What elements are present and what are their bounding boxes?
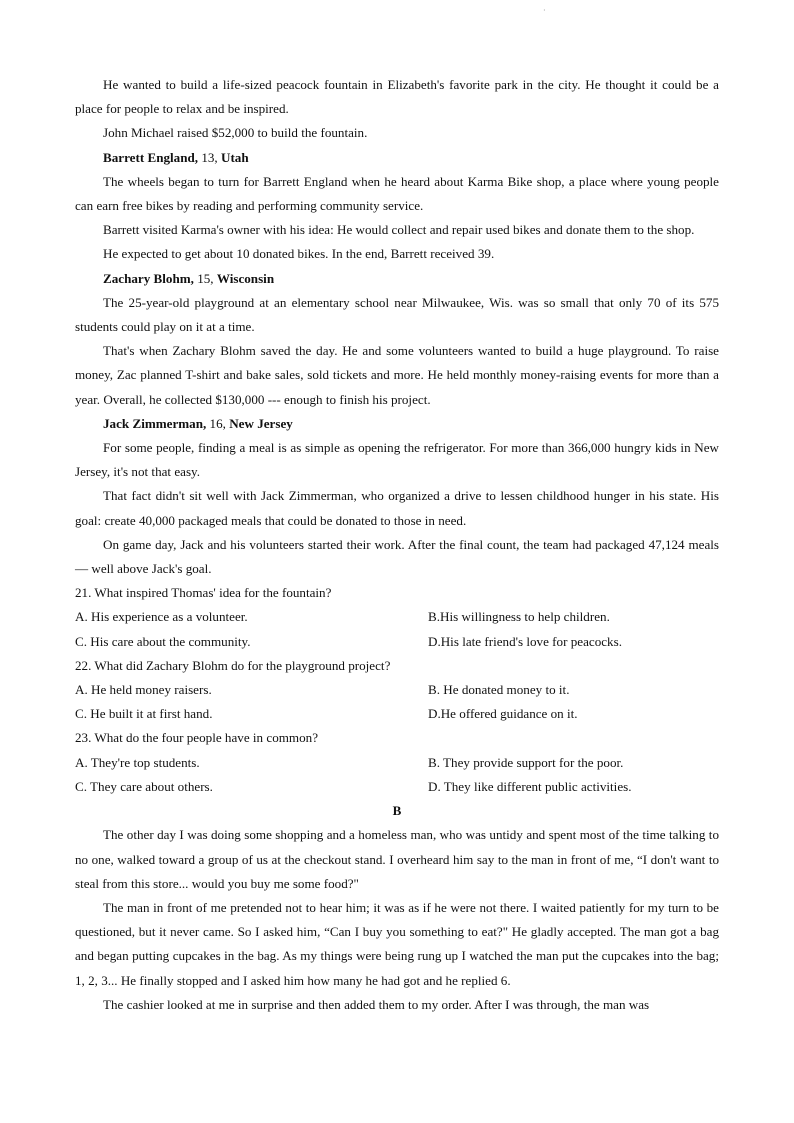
section-heading-jack (75, 412, 719, 436)
paragraph: He wanted to build a life-sized peacock fountain in Elizabeth's favorite park in the city. He thought it could be a place for people to relax and be inspired. (75, 77, 719, 117)
option-c: C. His care about the community. (75, 633, 251, 649)
paragraph: The cashier looked at me in surprise and then added them to my order. After I was through, the man was (103, 996, 650, 1012)
paragraph: That fact didn't sit well with Jack Zimmerman, who organized a drive to lessen childhood hunger in his state. His goal: create 40,000 packaged meals that could be donated to those in need. (75, 488, 719, 528)
options-row (75, 678, 719, 702)
option-d: D.He offered guidance on it. (428, 706, 578, 722)
options-row (75, 630, 719, 654)
option-b: B.His willingness to help children. (428, 609, 610, 625)
heading-name: Barrett England, (103, 149, 199, 165)
heading-name: Jack Zimmerman, (103, 415, 207, 431)
heading-age: 15, (193, 270, 217, 286)
paragraph: The other day I was doing some shopping and a homeless man, who was untidy and spent most of the time talking to no one, walked toward a group of us at the checkout stand. I overheard him say to the man in front of me, “I don't want to steal from this store... would you buy me some food?" (75, 827, 719, 891)
heading-state: New Jersey (229, 415, 293, 431)
document-page (75, 73, 719, 1017)
paragraph: He expected to get about 10 donated bikes. In the end, Barrett received 39. (103, 246, 495, 262)
section-heading-zachary (75, 267, 719, 291)
heading-state: Wisconsin (216, 270, 275, 286)
paragraph: The wheels began to turn for Barrett England when he heard about Karma Bike shop, a place where young people can earn free bikes by reading and performing community service. (75, 173, 719, 214)
paragraph: The man in front of me pretended not to hear him; it was as if he were not there. I waited patiently for my turn to be questioned, but it never came. So I asked him, “Can I buy you something to eat?" He gladly accepted. The man got a bag and began putting cupcakes in the bag. As my things were being rung up I watched the man put the cupcakes into the bag; 1, 2, 3... He finally stopped and I asked him how many he had got and he replied 6. (75, 899, 719, 988)
corner-mark: · (543, 6, 546, 15)
question-stem: 22. What did Zachary Blohm do for the playground project? (75, 657, 391, 673)
question-stem: 21. What inspired Thomas' idea for the fountain? (75, 585, 332, 601)
options-row (75, 775, 719, 799)
option-b: B. He donated money to it. (428, 682, 570, 698)
option-d: D.His late friend's love for peacocks. (428, 633, 622, 649)
option-c: C. They care about others. (75, 778, 213, 794)
paragraph: That's when Zachary Blohm saved the day. He and some volunteers wanted to build a huge playground. To raise money, Zac planned T-shirt and bake sales, sold tickets and more. He held monthly money-raising events for more than a year. Overall, he collected $130,000 --- enough to finish his project. (75, 343, 719, 407)
option-a: A. His experience as a volunteer. (75, 609, 248, 625)
options-row (75, 605, 719, 629)
question-21 (75, 581, 719, 654)
option-a: A. They're top students. (75, 754, 200, 770)
question-stem: 23. What do the four people have in common? (75, 730, 319, 746)
option-c: C. He built it at first hand. (75, 706, 213, 722)
option-a: A. He held money raisers. (75, 682, 212, 698)
paragraph: The 25-year-old playground at an elementary school near Milwaukee, Wis. was so small that only 70 of its 575 students could play on it at a time. (75, 294, 719, 335)
options-row (75, 751, 719, 775)
heading-age: 13, (198, 149, 221, 165)
question-23 (75, 726, 719, 799)
heading-state: Utah (220, 149, 249, 165)
options-row (75, 702, 719, 726)
heading-age: 16, (206, 415, 230, 431)
paragraph: For some people, finding a meal is as simple as opening the refrigerator. For more than 366,000 hungry kids in New Jersey, it's not that easy. (75, 440, 719, 480)
heading-name: Zachary Blohm, (103, 270, 194, 286)
question-22 (75, 654, 719, 727)
paragraph: John Michael raised $52,000 to build the fountain. (103, 125, 368, 141)
section-heading-barrett (75, 146, 719, 170)
section-title-b: B (392, 803, 402, 819)
option-b: B. They provide support for the poor. (428, 754, 624, 770)
option-d: D. They like different public activities. (428, 778, 632, 794)
paragraph: Barrett visited Karma's owner with his idea: He would collect and repair used bikes and donate them to the shop. (103, 222, 695, 238)
paragraph: On game day, Jack and his volunteers started their work. After the final count, the team had packaged 47,124 meals — well above Jack's goal. (75, 536, 719, 577)
